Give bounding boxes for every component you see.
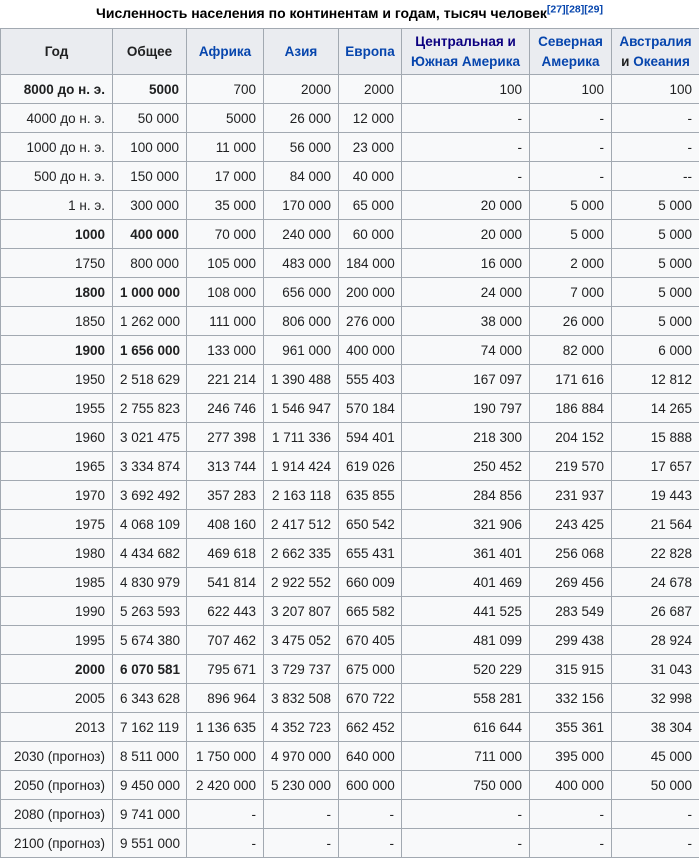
value-cell-col-africa: 700 xyxy=(187,75,264,104)
value-cell-col-central-south-america: 74 000 xyxy=(402,336,530,365)
year-cell: 1970 xyxy=(1,481,113,510)
total-cell: 1 262 000 xyxy=(113,307,187,336)
value-cell-col-asia: 4 970 000 xyxy=(264,742,339,771)
year-cell: 1990 xyxy=(1,597,113,626)
value-cell-col-europe: 400 000 xyxy=(339,336,402,365)
table-row xyxy=(1,336,699,365)
value-cell-col-africa: - xyxy=(187,800,264,829)
value-cell-col-africa: 313 744 xyxy=(187,452,264,481)
header-col-total xyxy=(113,29,187,75)
value-cell-col-north-america: 256 068 xyxy=(530,539,612,568)
total-cell: 8 511 000 xyxy=(113,742,187,771)
value-cell-col-australia-oceania: - xyxy=(612,800,699,829)
header-col-north-america xyxy=(530,29,612,75)
value-cell-col-europe: 65 000 xyxy=(339,191,402,220)
value-cell-col-north-america: 231 937 xyxy=(530,481,612,510)
value-cell-col-north-america: 100 xyxy=(530,75,612,104)
year-cell: 1850 xyxy=(1,307,113,336)
value-cell-col-africa: - xyxy=(187,829,264,858)
year-cell: 1000 xyxy=(1,220,113,249)
total-cell: 6 070 581 xyxy=(113,655,187,684)
value-cell-col-asia: 2 662 335 xyxy=(264,539,339,568)
value-cell-col-australia-oceania: 22 828 xyxy=(612,539,699,568)
value-cell-col-north-america: 204 152 xyxy=(530,423,612,452)
table-row xyxy=(1,307,699,336)
value-cell-col-asia: 961 000 xyxy=(264,336,339,365)
value-cell-col-north-america: - xyxy=(530,800,612,829)
value-cell-col-europe: - xyxy=(339,829,402,858)
value-cell-col-europe: 184 000 xyxy=(339,249,402,278)
value-cell-col-asia: 483 000 xyxy=(264,249,339,278)
value-cell-col-europe: 665 582 xyxy=(339,597,402,626)
total-cell: 2 755 823 xyxy=(113,394,187,423)
value-cell-col-asia: 56 000 xyxy=(264,133,339,162)
value-cell-col-asia: 1 546 947 xyxy=(264,394,339,423)
value-cell-col-africa: 1 136 635 xyxy=(187,713,264,742)
value-cell-col-africa: 795 671 xyxy=(187,655,264,684)
table-row xyxy=(1,365,699,394)
value-cell-col-australia-oceania: 14 265 xyxy=(612,394,699,423)
year-cell: 2000 xyxy=(1,655,113,684)
value-cell-col-africa: 105 000 xyxy=(187,249,264,278)
value-cell-col-australia-oceania: -- xyxy=(612,162,699,191)
table-row xyxy=(1,220,699,249)
value-cell-col-australia-oceania: 6 000 xyxy=(612,336,699,365)
total-cell: 3 021 475 xyxy=(113,423,187,452)
year-cell: 1955 xyxy=(1,394,113,423)
header-link-col-asia[interactable]: Азия xyxy=(284,43,318,59)
value-cell-col-asia: - xyxy=(264,829,339,858)
table-header-row xyxy=(1,29,699,75)
value-cell-col-europe: 570 184 xyxy=(339,394,402,423)
value-cell-col-africa: 469 618 xyxy=(187,539,264,568)
value-cell-col-asia: 3 475 052 xyxy=(264,626,339,655)
value-cell-col-central-south-america: 100 xyxy=(402,75,530,104)
value-cell-col-australia-oceania: 38 304 xyxy=(612,713,699,742)
value-cell-col-central-south-america: 38 000 xyxy=(402,307,530,336)
value-cell-col-australia-oceania: 24 678 xyxy=(612,568,699,597)
year-cell: 2100 (прогноз) xyxy=(1,829,113,858)
table-row xyxy=(1,684,699,713)
value-cell-col-central-south-america: 481 099 xyxy=(402,626,530,655)
total-cell: 100 000 xyxy=(113,133,187,162)
value-cell-col-africa: 622 443 xyxy=(187,597,264,626)
value-cell-col-australia-oceania: - xyxy=(612,829,699,858)
table-row xyxy=(1,539,699,568)
value-cell-col-australia-oceania: 5 000 xyxy=(612,191,699,220)
year-cell: 4000 до н. э. xyxy=(1,104,113,133)
value-cell-col-africa: 707 462 xyxy=(187,626,264,655)
header-col-australia-oceania xyxy=(612,29,699,75)
value-cell-col-europe: 23 000 xyxy=(339,133,402,162)
year-cell: 8000 до н. э. xyxy=(1,75,113,104)
year-cell: 1960 xyxy=(1,423,113,452)
value-cell-col-europe: 600 000 xyxy=(339,771,402,800)
total-cell: 300 000 xyxy=(113,191,187,220)
value-cell-col-asia: - xyxy=(264,800,339,829)
year-cell: 1965 xyxy=(1,452,113,481)
value-cell-col-asia: 656 000 xyxy=(264,278,339,307)
value-cell-col-central-south-america: 361 401 xyxy=(402,539,530,568)
value-cell-col-africa: 221 214 xyxy=(187,365,264,394)
value-cell-col-asia: 240 000 xyxy=(264,220,339,249)
total-cell: 4 068 109 xyxy=(113,510,187,539)
value-cell-col-central-south-america: 441 525 xyxy=(402,597,530,626)
value-cell-col-europe: 650 542 xyxy=(339,510,402,539)
table-row xyxy=(1,423,699,452)
value-cell-col-africa: 1 750 000 xyxy=(187,742,264,771)
value-cell-col-north-america: 400 000 xyxy=(530,771,612,800)
value-cell-col-australia-oceania: 31 043 xyxy=(612,655,699,684)
table-row xyxy=(1,800,699,829)
value-cell-col-europe: 12 000 xyxy=(339,104,402,133)
value-cell-col-australia-oceania: 28 924 xyxy=(612,626,699,655)
value-cell-col-africa: 408 160 xyxy=(187,510,264,539)
value-cell-col-europe: 60 000 xyxy=(339,220,402,249)
value-cell-col-asia: 84 000 xyxy=(264,162,339,191)
total-cell: 9 450 000 xyxy=(113,771,187,800)
header-col-africa xyxy=(187,29,264,75)
value-cell-col-north-america: 332 156 xyxy=(530,684,612,713)
value-cell-col-europe: 2000 xyxy=(339,75,402,104)
value-cell-col-australia-oceania: 5 000 xyxy=(612,278,699,307)
value-cell-col-europe: 635 855 xyxy=(339,481,402,510)
total-cell: 4 830 979 xyxy=(113,568,187,597)
value-cell-col-europe: 662 452 xyxy=(339,713,402,742)
value-cell-col-north-america: 186 884 xyxy=(530,394,612,423)
value-cell-col-australia-oceania: 15 888 xyxy=(612,423,699,452)
table-row xyxy=(1,162,699,191)
value-cell-col-africa: 17 000 xyxy=(187,162,264,191)
value-cell-col-central-south-america: 167 097 xyxy=(402,365,530,394)
total-cell: 5 674 380 xyxy=(113,626,187,655)
total-cell: 2 518 629 xyxy=(113,365,187,394)
value-cell-col-central-south-america: 284 856 xyxy=(402,481,530,510)
value-cell-col-africa: 35 000 xyxy=(187,191,264,220)
year-cell: 1800 xyxy=(1,278,113,307)
total-cell: 9 741 000 xyxy=(113,800,187,829)
table-row xyxy=(1,742,699,771)
table-row xyxy=(1,829,699,858)
year-cell: 1985 xyxy=(1,568,113,597)
table-row xyxy=(1,481,699,510)
header-label: и xyxy=(621,53,634,69)
year-cell: 1750 xyxy=(1,249,113,278)
value-cell-col-europe: 675 000 xyxy=(339,655,402,684)
value-cell-col-africa: 2 420 000 xyxy=(187,771,264,800)
value-cell-col-central-south-america: 711 000 xyxy=(402,742,530,771)
total-cell: 9 551 000 xyxy=(113,829,187,858)
value-cell-col-europe: 655 431 xyxy=(339,539,402,568)
value-cell-col-europe: 40 000 xyxy=(339,162,402,191)
value-cell-col-central-south-america: 20 000 xyxy=(402,220,530,249)
value-cell-col-north-america: 82 000 xyxy=(530,336,612,365)
header-link-col-africa[interactable]: Африка xyxy=(198,43,252,59)
year-cell: 1900 xyxy=(1,336,113,365)
reference-link[interactable]: [28] xyxy=(565,3,585,16)
total-cell: 3 692 492 xyxy=(113,481,187,510)
total-cell: 3 334 874 xyxy=(113,452,187,481)
header-label: Общее xyxy=(126,43,173,59)
value-cell-col-asia: 2 417 512 xyxy=(264,510,339,539)
header-col-year xyxy=(1,29,113,75)
value-cell-col-asia: 2000 xyxy=(264,75,339,104)
value-cell-col-europe: 619 026 xyxy=(339,452,402,481)
value-cell-col-central-south-america: 250 452 xyxy=(402,452,530,481)
value-cell-col-europe: - xyxy=(339,800,402,829)
value-cell-col-africa: 133 000 xyxy=(187,336,264,365)
value-cell-col-central-south-america: - xyxy=(402,800,530,829)
value-cell-col-north-america: 355 361 xyxy=(530,713,612,742)
header-link-col-central-south-america[interactable]: Центральная и xyxy=(415,34,516,49)
value-cell-col-central-south-america: - xyxy=(402,162,530,191)
header-link-col-north-america[interactable]: Америка xyxy=(541,53,600,69)
value-cell-col-asia: 170 000 xyxy=(264,191,339,220)
year-cell: 2013 xyxy=(1,713,113,742)
value-cell-col-north-america: - xyxy=(530,162,612,191)
value-cell-col-australia-oceania: 21 564 xyxy=(612,510,699,539)
value-cell-col-europe: 555 403 xyxy=(339,365,402,394)
value-cell-col-north-america: 269 456 xyxy=(530,568,612,597)
table-row xyxy=(1,510,699,539)
value-cell-col-central-south-america: 20 000 xyxy=(402,191,530,220)
value-cell-col-europe: 670 722 xyxy=(339,684,402,713)
reference-superscript xyxy=(584,3,603,15)
year-cell: 1 н. э. xyxy=(1,191,113,220)
value-cell-col-australia-oceania: 50 000 xyxy=(612,771,699,800)
year-cell: 1995 xyxy=(1,626,113,655)
value-cell-col-central-south-america: 218 300 xyxy=(402,423,530,452)
year-cell: 1975 xyxy=(1,510,113,539)
value-cell-col-north-america: 395 000 xyxy=(530,742,612,771)
reference-links xyxy=(547,5,603,21)
header-col-asia xyxy=(264,29,339,75)
value-cell-col-australia-oceania: 32 998 xyxy=(612,684,699,713)
table-row xyxy=(1,597,699,626)
value-cell-col-europe: 640 000 xyxy=(339,742,402,771)
value-cell-col-asia: 1 914 424 xyxy=(264,452,339,481)
value-cell-col-australia-oceania: 26 687 xyxy=(612,597,699,626)
year-cell: 500 до н. э. xyxy=(1,162,113,191)
value-cell-col-north-america: - xyxy=(530,829,612,858)
value-cell-col-asia: 3 832 508 xyxy=(264,684,339,713)
total-cell: 7 162 119 xyxy=(113,713,187,742)
value-cell-col-europe: 670 405 xyxy=(339,626,402,655)
table-title-text: Численность населения по континентам и годам, тысяч человек xyxy=(96,5,547,21)
table-row xyxy=(1,191,699,220)
value-cell-col-africa: 108 000 xyxy=(187,278,264,307)
value-cell-col-australia-oceania: 19 443 xyxy=(612,481,699,510)
header-link-col-australia-oceania[interactable]: Австралия xyxy=(619,34,692,49)
year-cell: 1950 xyxy=(1,365,113,394)
value-cell-col-africa: 5000 xyxy=(187,104,264,133)
value-cell-col-north-america: 219 570 xyxy=(530,452,612,481)
value-cell-col-australia-oceania: 100 xyxy=(612,75,699,104)
value-cell-col-europe: 276 000 xyxy=(339,307,402,336)
total-cell: 5000 xyxy=(113,75,187,104)
value-cell-col-north-america: 26 000 xyxy=(530,307,612,336)
value-cell-col-asia: 3 207 807 xyxy=(264,597,339,626)
year-cell: 1980 xyxy=(1,539,113,568)
population-table xyxy=(0,28,699,858)
value-cell-col-north-america: 2 000 xyxy=(530,249,612,278)
table-row xyxy=(1,104,699,133)
value-cell-col-central-south-america: 520 229 xyxy=(402,655,530,684)
table-row xyxy=(1,655,699,684)
header-link-col-central-south-america[interactable]: Южная Америка xyxy=(410,53,520,69)
total-cell: 1 656 000 xyxy=(113,336,187,365)
table-row xyxy=(1,249,699,278)
table-row xyxy=(1,626,699,655)
header-link-col-europe[interactable]: Европа xyxy=(345,43,395,59)
table-row xyxy=(1,394,699,423)
value-cell-col-australia-oceania: 45 000 xyxy=(612,742,699,771)
value-cell-col-north-america: 7 000 xyxy=(530,278,612,307)
header-label: Год xyxy=(44,43,69,59)
value-cell-col-central-south-america: 750 000 xyxy=(402,771,530,800)
value-cell-col-europe: 200 000 xyxy=(339,278,402,307)
year-cell: 1000 до н. э. xyxy=(1,133,113,162)
value-cell-col-north-america: 5 000 xyxy=(530,220,612,249)
value-cell-col-north-america: 283 549 xyxy=(530,597,612,626)
reference-superscript xyxy=(547,3,566,15)
value-cell-col-central-south-america: - xyxy=(402,829,530,858)
value-cell-col-asia: 2 922 552 xyxy=(264,568,339,597)
table-row xyxy=(1,713,699,742)
header-col-europe xyxy=(339,29,402,75)
value-cell-col-africa: 896 964 xyxy=(187,684,264,713)
value-cell-col-australia-oceania: - xyxy=(612,104,699,133)
value-cell-col-north-america: 243 425 xyxy=(530,510,612,539)
value-cell-col-australia-oceania: 5 000 xyxy=(612,220,699,249)
table-row xyxy=(1,452,699,481)
value-cell-col-central-south-america: 16 000 xyxy=(402,249,530,278)
table-row xyxy=(1,75,699,104)
total-cell: 4 434 682 xyxy=(113,539,187,568)
value-cell-col-europe: 660 009 xyxy=(339,568,402,597)
table-row xyxy=(1,278,699,307)
value-cell-col-africa: 70 000 xyxy=(187,220,264,249)
total-cell: 5 263 593 xyxy=(113,597,187,626)
value-cell-col-australia-oceania: 12 812 xyxy=(612,365,699,394)
value-cell-col-north-america: 5 000 xyxy=(530,191,612,220)
total-cell: 1 000 000 xyxy=(113,278,187,307)
value-cell-col-north-america: - xyxy=(530,104,612,133)
value-cell-col-africa: 246 746 xyxy=(187,394,264,423)
value-cell-col-central-south-america: 401 469 xyxy=(402,568,530,597)
value-cell-col-asia: 3 729 737 xyxy=(264,655,339,684)
table-row xyxy=(1,133,699,162)
header-link-col-australia-oceania[interactable]: Океания xyxy=(633,53,690,69)
value-cell-col-north-america: - xyxy=(530,133,612,162)
value-cell-col-australia-oceania: 5 000 xyxy=(612,307,699,336)
value-cell-col-asia: 26 000 xyxy=(264,104,339,133)
year-cell: 2005 xyxy=(1,684,113,713)
reference-link[interactable]: [29] xyxy=(584,3,603,16)
value-cell-col-africa: 111 000 xyxy=(187,307,264,336)
value-cell-col-asia: 1 711 336 xyxy=(264,423,339,452)
value-cell-col-central-south-america: 616 644 xyxy=(402,713,530,742)
value-cell-col-asia: 2 163 118 xyxy=(264,481,339,510)
value-cell-col-central-south-america: 558 281 xyxy=(402,684,530,713)
value-cell-col-australia-oceania: 17 657 xyxy=(612,452,699,481)
total-cell: 50 000 xyxy=(113,104,187,133)
value-cell-col-africa: 11 000 xyxy=(187,133,264,162)
year-cell: 2030 (прогноз) xyxy=(1,742,113,771)
year-cell: 2050 (прогноз) xyxy=(1,771,113,800)
value-cell-col-africa: 277 398 xyxy=(187,423,264,452)
value-cell-col-central-south-america: 24 000 xyxy=(402,278,530,307)
header-link-col-north-america[interactable]: Северная xyxy=(538,34,603,49)
value-cell-col-north-america: 299 438 xyxy=(530,626,612,655)
value-cell-col-central-south-america: - xyxy=(402,104,530,133)
total-cell: 150 000 xyxy=(113,162,187,191)
table-row xyxy=(1,771,699,800)
total-cell: 6 343 628 xyxy=(113,684,187,713)
reference-superscript xyxy=(566,3,585,15)
table-row xyxy=(1,568,699,597)
value-cell-col-north-america: 171 616 xyxy=(530,365,612,394)
value-cell-col-central-south-america: 321 906 xyxy=(402,510,530,539)
value-cell-col-europe: 594 401 xyxy=(339,423,402,452)
value-cell-col-africa: 541 814 xyxy=(187,568,264,597)
reference-link[interactable]: [27] xyxy=(546,3,566,16)
value-cell-col-asia: 1 390 488 xyxy=(264,365,339,394)
value-cell-col-central-south-america: 190 797 xyxy=(402,394,530,423)
value-cell-col-australia-oceania: - xyxy=(612,133,699,162)
year-cell: 2080 (прогноз) xyxy=(1,800,113,829)
value-cell-col-asia: 806 000 xyxy=(264,307,339,336)
value-cell-col-asia: 4 352 723 xyxy=(264,713,339,742)
value-cell-col-central-south-america: - xyxy=(402,133,530,162)
value-cell-col-australia-oceania: 5 000 xyxy=(612,249,699,278)
total-cell: 800 000 xyxy=(113,249,187,278)
value-cell-col-asia: 5 230 000 xyxy=(264,771,339,800)
value-cell-col-north-america: 315 915 xyxy=(530,655,612,684)
header-col-central-south-america xyxy=(402,29,530,75)
total-cell: 400 000 xyxy=(113,220,187,249)
value-cell-col-africa: 357 283 xyxy=(187,481,264,510)
table-title xyxy=(0,0,699,28)
